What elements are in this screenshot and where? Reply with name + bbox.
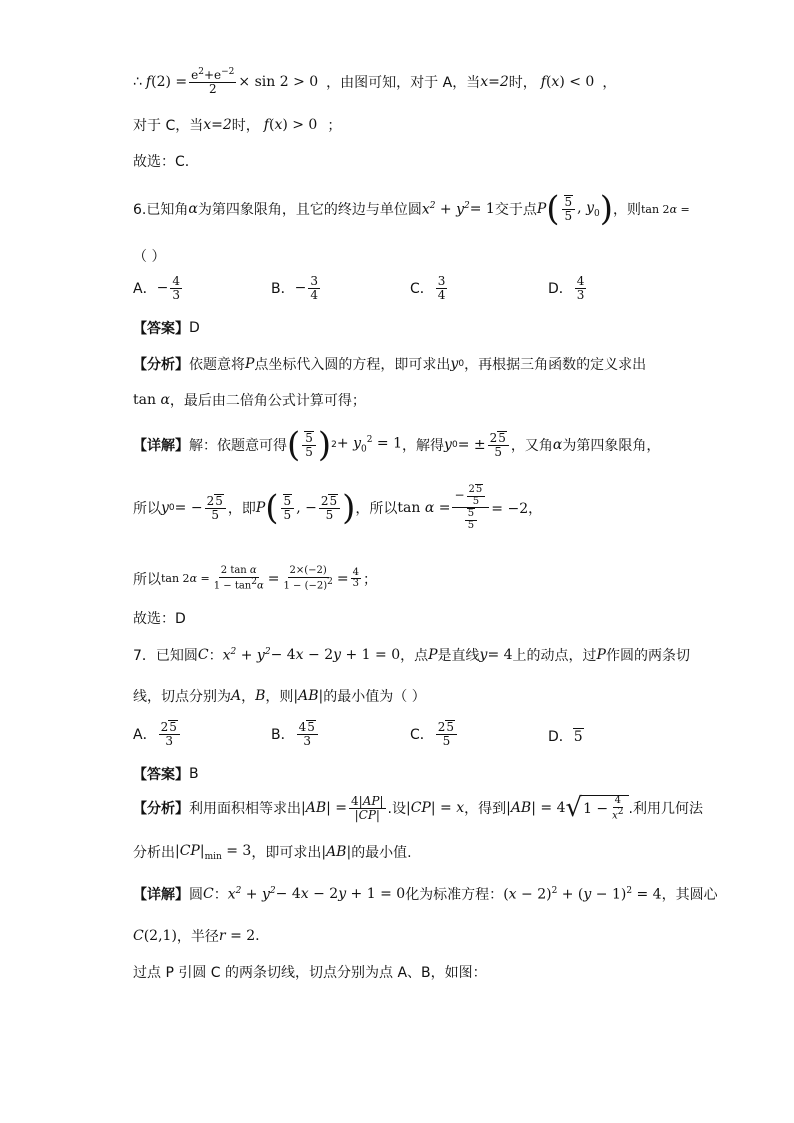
q6-select: 故选：D xyxy=(133,611,186,627)
q7-analysis-2: 分析出 $|CP|_{min} = 3$ ，即可求出 |AB| 的最小值. xyxy=(133,842,412,862)
q7-option-b: B． $\frac{45}{3}$ xyxy=(271,720,320,747)
question-7: 7．已知圆 C ： $x^2 + y^2$ − 4x − 2y + 1 = 0 ，点 P 是直线 y = 4 上的动点，过 P 作圆的两条切 xyxy=(133,646,690,664)
answer-select-5: 故选：C. xyxy=(133,154,190,170)
q7-option-a: A． $\frac{25}{3}$ xyxy=(133,720,182,747)
q7-option-c: C． $\frac{25}{5}$ xyxy=(410,720,459,747)
q6-detail: 【详解】 解：依题意可得 ( $\frac{5}{5}$ ) 2 + $y_0^2 = 1$ ，解得 y 0 = ± $\frac{25}{5}$ ，又角 α 为第四象限角， xyxy=(133,425,661,465)
question-7-line-2: 线，切点分别为 A ， B ，则 |AB| 的最小值为（ ） xyxy=(133,688,426,705)
q6-analysis: 【分析】 依题意将 P 点坐标代入圆的方程，即可求出 y 0 ，再根据三角函数的定义求出 xyxy=(133,356,647,373)
q6-analysis-2: tan α ，最后由二倍角公式计算可得； xyxy=(133,392,366,409)
q6-option-c: C． $\frac{3}{4}$ xyxy=(410,274,446,302)
q6-option-b: B． − $\frac{3}{4}$ xyxy=(271,274,318,302)
line-2: 对于 C，当 x=2 时， f (x) > 0 ； xyxy=(133,117,342,134)
q6-option-a: A． − $\frac{4}{3}$ xyxy=(133,274,180,302)
fraction: $\frac{e^2+e^{-2}}{2}$ xyxy=(191,67,235,96)
q7-detail: 【详解】 圆 C ： $x^2 + y^2$ − 4x − 2y + 1 = 0 化为标准方程： $(x - 2)^2 + (y - 1)^2 = 4$ ，其圆心 xyxy=(133,885,718,903)
q6-so-1: 所以 y 0 = − $\frac{25}{5}$ ，即 P ( $\frac{5}{5}$ , − $\frac{25}{5}$ ) ，所以 tan α = − $\frac{25}{5}$ $\frac{5}{5}$ = −2， xyxy=(133,484,543,531)
q7-detail-2: C(2,1) ，半径 r = 2. xyxy=(133,928,260,945)
q6-option-d: D． $\frac{4}{3}$ xyxy=(548,274,585,302)
question-6-paren: （ ） xyxy=(133,249,166,265)
q7-detail-3: 过点 P 引圆 C 的两条切线，切点分别为点 A、B，如图： xyxy=(133,965,487,981)
line-1: ∴ f (2) = $\frac{e^2+e^{-2}}{2}$ × sin 2 > 0 ，由图可知，对于 A，当 x=2 时， f (x) < 0 ， xyxy=(133,67,617,96)
q7-option-d: D． 5 xyxy=(548,728,583,745)
q6-answer: 【答案】 D xyxy=(133,320,200,337)
q7-answer: 【答案】 B xyxy=(133,766,199,783)
therefore-sign: ∴ xyxy=(133,73,142,90)
q7-analysis: 【分析】 利用面积相等求出 |AB| = $\frac{4|AP|}{|CP|}$ .设 |CP| = x ，得到 |AB| = 4 √ 1 − $\frac{4}{x2}$ .利用几何法 xyxy=(133,793,703,824)
question-6: 6.已知角 α 为第四象限角，且它的终边与单位圆 $x^2 + y^2$ = 1 交于点 P ( $\frac{5}{5}$ , $y_0$ ) ，则 tan 2α = xyxy=(133,189,690,229)
q6-so-2: 所以 tan 2α = $\frac{\text{2 tan α}}{1 - \tan 2\alpha}$ = $\frac{2\times(-2)}{1 - (-2)2}$ = $\frac{4}{3}$ ； xyxy=(133,565,377,591)
